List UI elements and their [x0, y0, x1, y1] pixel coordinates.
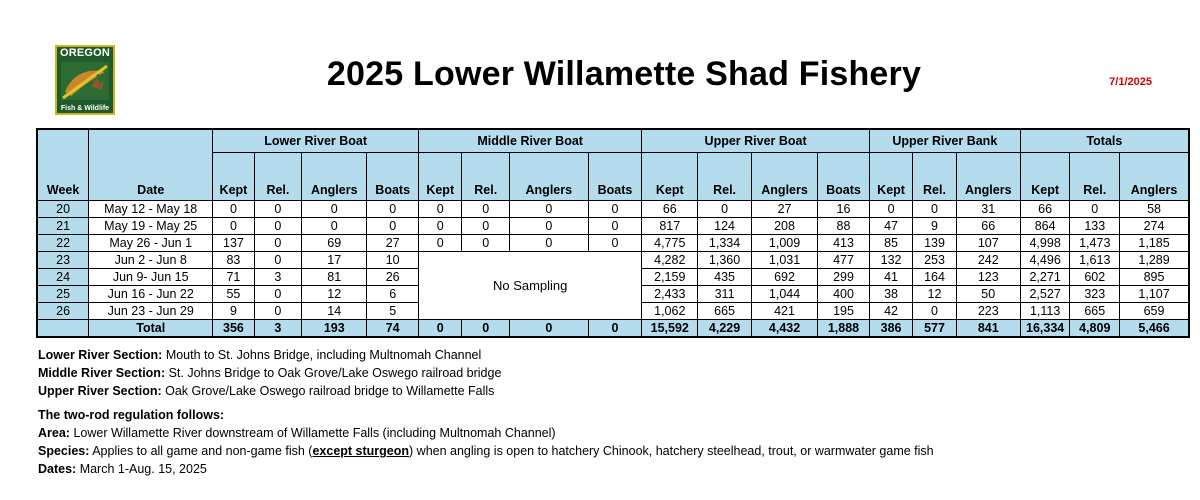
sub-anglers: Anglers [956, 153, 1020, 201]
total-value: 3 [254, 320, 302, 338]
total-value: 0 [462, 320, 510, 338]
cell-value: 659 [1120, 303, 1189, 320]
cell-value: 1,009 [751, 235, 817, 252]
shad-fishery-table [36, 128, 1190, 338]
sub-rel: Rel. [1070, 153, 1120, 201]
cell-date: Jun 9- Jun 15 [89, 269, 213, 286]
cell-value: 274 [1120, 218, 1189, 235]
total-value: 0 [510, 320, 589, 338]
cell-value: 665 [698, 303, 752, 320]
cell-value: 195 [818, 303, 870, 320]
page-title: 2025 Lower Willamette Shad Fishery [326, 55, 922, 93]
table-row [37, 218, 1189, 235]
group-middle-river-boat: Middle River Boat [419, 129, 642, 153]
sub-anglers: Anglers [1120, 153, 1189, 201]
cell-value: 66 [956, 218, 1020, 235]
sub-rel: Rel. [462, 153, 510, 201]
total-value: 4,229 [698, 320, 752, 338]
cell-value: 69 [302, 235, 367, 252]
total-value: 16,334 [1020, 320, 1070, 338]
cell-value: 299 [818, 269, 870, 286]
cell-value: 0 [419, 201, 462, 218]
note-label: Species: [38, 444, 90, 458]
cell-value: 83 [213, 252, 254, 269]
cell-week: 25 [37, 286, 89, 303]
cell-value: 31 [956, 201, 1020, 218]
cell-value: 132 [869, 252, 912, 269]
sub-boats: Boats [588, 153, 642, 201]
cell-value: 665 [1070, 303, 1120, 320]
total-value: 193 [302, 320, 367, 338]
header-week: Week [37, 129, 89, 201]
cell-value: 0 [254, 303, 302, 320]
group-lower-river-boat: Lower River Boat [213, 129, 419, 153]
note-text: March 1-Aug. 15, 2025 [76, 462, 207, 476]
cell-value: 1,107 [1120, 286, 1189, 303]
note-label: Middle River Section: [38, 366, 166, 380]
cell-value: 864 [1020, 218, 1070, 235]
note-text: St. Johns Bridge to Oak Grove/Lake Oswego railroad bridge [165, 366, 502, 380]
group-upper-river-bank: Upper River Bank [869, 129, 1020, 153]
cell-value: 55 [213, 286, 254, 303]
cell-value: 1,334 [698, 235, 752, 252]
cell-value: 58 [1120, 201, 1189, 218]
cell-value: 3 [254, 269, 302, 286]
cell-date: Jun 16 - Jun 22 [89, 286, 213, 303]
cell-value: 17 [302, 252, 367, 269]
no-sampling-cell: No Sampling [419, 252, 642, 320]
cell-value: 42 [869, 303, 912, 320]
cell-value: 1,185 [1120, 235, 1189, 252]
cell-value: 2,433 [642, 286, 698, 303]
total-label: Total [89, 320, 213, 338]
cell-value: 10 [367, 252, 419, 269]
cell-value: 0 [869, 201, 912, 218]
cell-value: 2,527 [1020, 286, 1070, 303]
logo-top-text: OREGON [59, 47, 111, 59]
cell-value: 0 [302, 218, 367, 235]
cell-value: 4,282 [642, 252, 698, 269]
cell-value: 0 [510, 201, 589, 218]
cell-date: May 12 - May 18 [89, 201, 213, 218]
cell-value: 0 [254, 286, 302, 303]
sub-anglers: Anglers [302, 153, 367, 201]
cell-value: 0 [698, 201, 752, 218]
cell-value: 66 [642, 201, 698, 218]
cell-value: 26 [367, 269, 419, 286]
cell-value: 1,473 [1070, 235, 1120, 252]
total-value: 15,592 [642, 320, 698, 338]
table-row [37, 252, 1189, 269]
cell-value: 107 [956, 235, 1020, 252]
total-value: 4,432 [751, 320, 817, 338]
cell-value: 9 [913, 218, 956, 235]
total-row [37, 320, 1189, 338]
cell-value: 41 [869, 269, 912, 286]
cell-value: 71 [213, 269, 254, 286]
cell-value: 223 [956, 303, 1020, 320]
cell-value: 0 [913, 201, 956, 218]
cell-week: 21 [37, 218, 89, 235]
table-row [37, 201, 1189, 218]
sub-kept: Kept [642, 153, 698, 201]
cell-value: 400 [818, 286, 870, 303]
cell-value: 4,775 [642, 235, 698, 252]
total-value: 5,466 [1120, 320, 1189, 338]
header-date: Date [89, 129, 213, 201]
cell-value: 602 [1070, 269, 1120, 286]
cell-value: 139 [913, 235, 956, 252]
cell-date: May 26 - Jun 1 [89, 235, 213, 252]
cell-week: 26 [37, 303, 89, 320]
regulation-heading: The two-rod regulation follows: [38, 408, 225, 422]
cell-value: 0 [419, 218, 462, 235]
notes-section [38, 346, 934, 478]
cell-value: 0 [254, 235, 302, 252]
cell-value: 1,031 [751, 252, 817, 269]
cell-value: 38 [869, 286, 912, 303]
cell-value: 0 [254, 201, 302, 218]
cell-value: 413 [818, 235, 870, 252]
cell-value: 323 [1070, 286, 1120, 303]
cell-value: 1,113 [1020, 303, 1070, 320]
cell-value: 421 [751, 303, 817, 320]
cell-week: 24 [37, 269, 89, 286]
cell-value: 0 [510, 235, 589, 252]
cell-value: 2,271 [1020, 269, 1070, 286]
cell-value: 0 [913, 303, 956, 320]
cell-value: 1,062 [642, 303, 698, 320]
cell-value: 5 [367, 303, 419, 320]
cell-value: 0 [367, 218, 419, 235]
cell-value: 4,496 [1020, 252, 1070, 269]
cell-value: 4,998 [1020, 235, 1070, 252]
note-label: Lower River Section: [38, 348, 163, 362]
logo-bottom-text: Fish & Wildlife [60, 105, 110, 112]
cell-value: 0 [254, 252, 302, 269]
cell-value: 12 [913, 286, 956, 303]
total-value: 0 [419, 320, 462, 338]
cell-value: 0 [213, 201, 254, 218]
cell-value: 242 [956, 252, 1020, 269]
sub-kept: Kept [213, 153, 254, 201]
note-lower-river [38, 346, 934, 364]
cell-value: 0 [462, 235, 510, 252]
cell-value: 14 [302, 303, 367, 320]
cell-value: 0 [588, 235, 642, 252]
cell-value: 817 [642, 218, 698, 235]
cell-value: 164 [913, 269, 956, 286]
cell-date: Jun 2 - Jun 8 [89, 252, 213, 269]
note-middle-river [38, 364, 934, 382]
table-row [37, 235, 1189, 252]
cell-value: 50 [956, 286, 1020, 303]
cell-week [37, 320, 89, 338]
note-text: ) when angling is open to hatchery Chinook, hatchery steelhead, trout, or warmwater game fish [409, 444, 934, 458]
cell-week: 20 [37, 201, 89, 218]
sub-rel: Rel. [254, 153, 302, 201]
total-value: 841 [956, 320, 1020, 338]
note-label: Dates: [38, 462, 77, 476]
total-value: 4,809 [1070, 320, 1120, 338]
note-species [38, 442, 934, 460]
cell-value: 692 [751, 269, 817, 286]
sub-anglers: Anglers [751, 153, 817, 201]
cell-value: 0 [510, 218, 589, 235]
total-value: 577 [913, 320, 956, 338]
cell-value: 311 [698, 286, 752, 303]
cell-week: 23 [37, 252, 89, 269]
note-area [38, 424, 934, 442]
sub-kept: Kept [419, 153, 462, 201]
total-value: 1,888 [818, 320, 870, 338]
cell-value: 0 [588, 218, 642, 235]
cell-value: 0 [1070, 201, 1120, 218]
cell-value: 435 [698, 269, 752, 286]
total-value: 74 [367, 320, 419, 338]
cell-value: 0 [213, 218, 254, 235]
cell-value: 0 [254, 218, 302, 235]
cell-value: 477 [818, 252, 870, 269]
cell-value: 0 [367, 201, 419, 218]
sub-rel: Rel. [698, 153, 752, 201]
cell-value: 27 [751, 201, 817, 218]
note-label: Upper River Section: [38, 384, 162, 398]
cell-value: 66 [1020, 201, 1070, 218]
note-text: Lower Willamette River downstream of Willamette Falls (including Multnomah Channel) [69, 426, 556, 440]
note-dates [38, 460, 934, 478]
cell-value: 895 [1120, 269, 1189, 286]
total-value: 0 [588, 320, 642, 338]
group-totals: Totals [1020, 129, 1189, 153]
cell-week: 22 [37, 235, 89, 252]
sub-boats: Boats [367, 153, 419, 201]
cell-value: 0 [302, 201, 367, 218]
cell-value: 1,289 [1120, 252, 1189, 269]
sub-boats: Boats [818, 153, 870, 201]
sub-kept: Kept [869, 153, 912, 201]
note-text: Mouth to St. Johns Bridge, including Multnomah Channel [162, 348, 482, 362]
cell-value: 12 [302, 286, 367, 303]
cell-value: 0 [419, 235, 462, 252]
cell-value: 0 [462, 201, 510, 218]
cell-value: 9 [213, 303, 254, 320]
cell-value: 137 [213, 235, 254, 252]
cell-value: 1,044 [751, 286, 817, 303]
cell-value: 124 [698, 218, 752, 235]
cell-value: 6 [367, 286, 419, 303]
total-value: 386 [869, 320, 912, 338]
cell-value: 47 [869, 218, 912, 235]
cell-value: 81 [302, 269, 367, 286]
note-text: Oak Grove/Lake Oswego railroad bridge to Willamette Falls [161, 384, 495, 398]
note-label: Area: [38, 426, 70, 440]
cell-value: 253 [913, 252, 956, 269]
cell-date: Jun 23 - Jun 29 [89, 303, 213, 320]
cell-date: May 19 - May 25 [89, 218, 213, 235]
cell-value: 1,360 [698, 252, 752, 269]
cell-value: 123 [956, 269, 1020, 286]
report-date: 7/1/2025 [1109, 76, 1152, 88]
cell-value: 208 [751, 218, 817, 235]
note-text: Applies to all game and non-game fish ( [89, 444, 313, 458]
sub-rel: Rel. [913, 153, 956, 201]
cell-value: 27 [367, 235, 419, 252]
cell-value: 16 [818, 201, 870, 218]
cell-value: 0 [462, 218, 510, 235]
sub-kept: Kept [1020, 153, 1070, 201]
cell-value: 85 [869, 235, 912, 252]
cell-value: 133 [1070, 218, 1120, 235]
species-exception: except sturgeon [312, 444, 410, 458]
sub-anglers: Anglers [510, 153, 589, 201]
cell-value: 88 [818, 218, 870, 235]
cell-value: 0 [588, 201, 642, 218]
total-value: 356 [213, 320, 254, 338]
cell-value: 1,613 [1070, 252, 1120, 269]
group-upper-river-boat: Upper River Boat [642, 129, 870, 153]
note-upper-river [38, 382, 934, 400]
cell-value: 2,159 [642, 269, 698, 286]
